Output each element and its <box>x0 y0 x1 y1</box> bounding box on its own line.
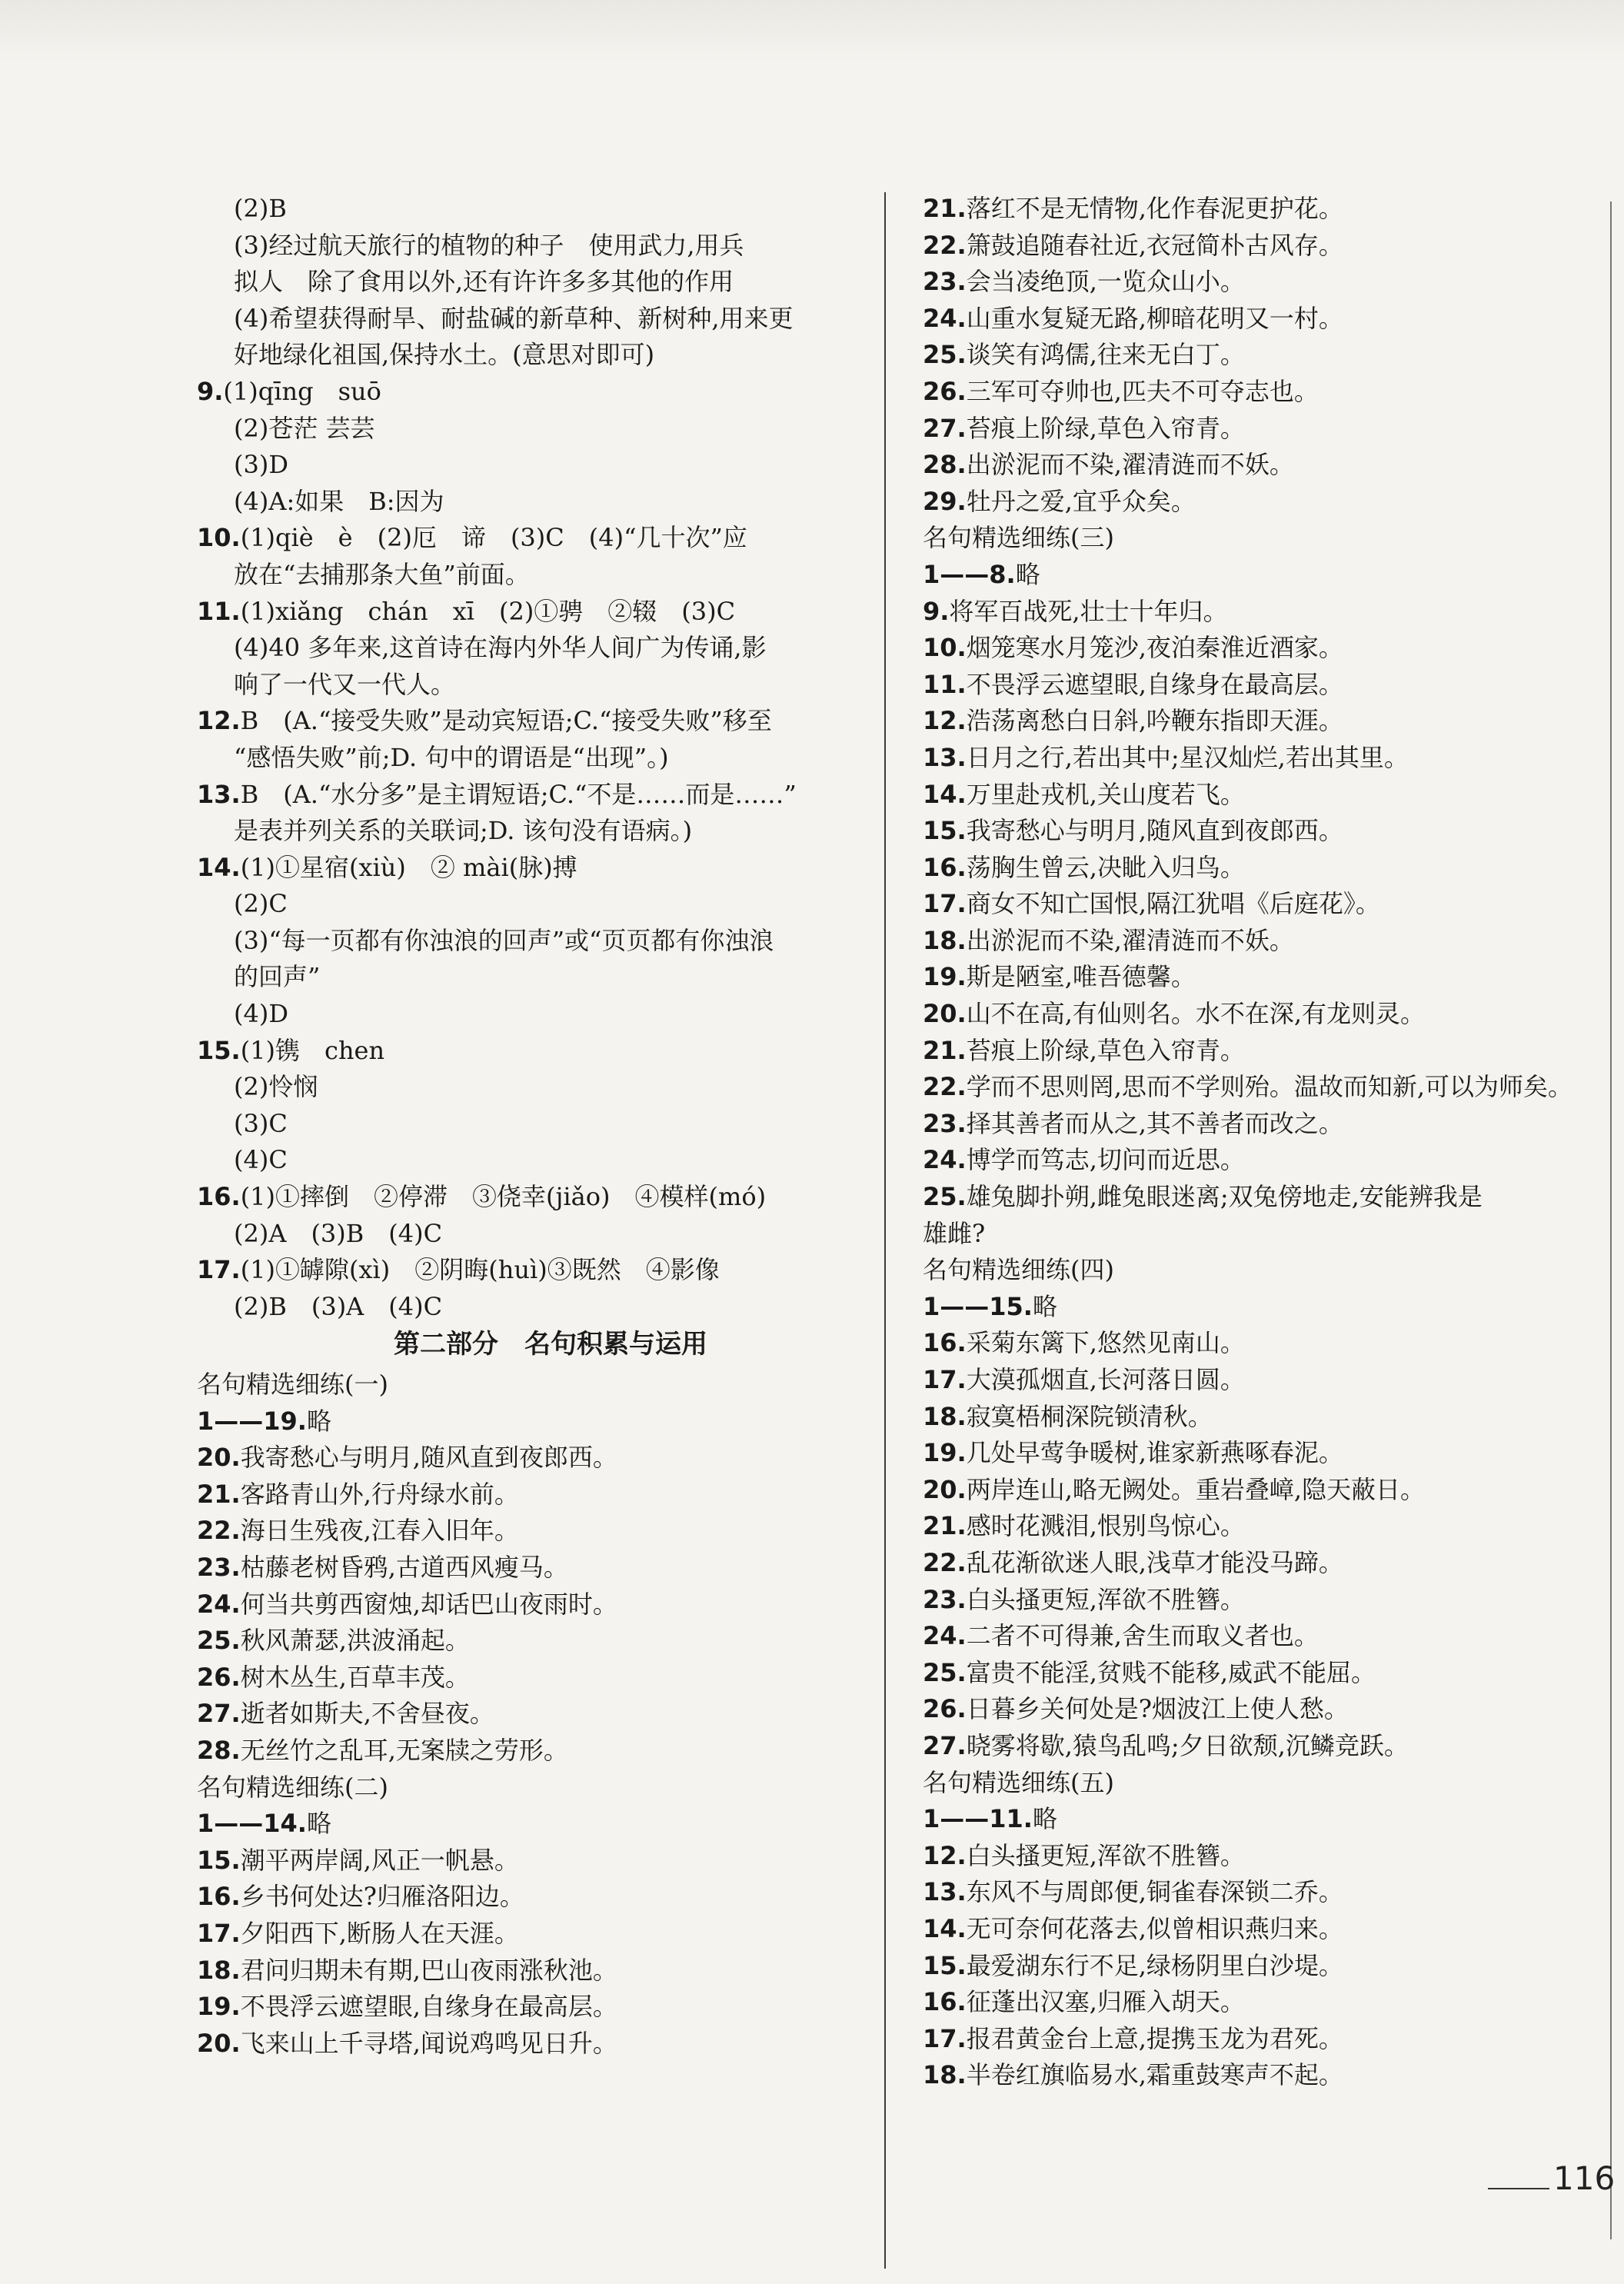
answer-text: (2)苍茫 芸芸 <box>234 413 375 443</box>
question-number: 13. <box>923 742 967 772</box>
answer-line <box>923 1874 1599 1911</box>
question-number: 22. <box>197 1516 241 1546</box>
column-divider <box>884 192 886 2269</box>
answer-line <box>197 594 874 631</box>
answer-line <box>923 1472 1599 1509</box>
answer-continuation <box>197 630 874 667</box>
question-number: 18. <box>923 1401 967 1431</box>
answer-line <box>197 1696 874 1733</box>
question-number: 28. <box>923 450 967 480</box>
question-number: 9. <box>923 596 950 626</box>
answer-text: 夕阳西下,断肠人在天涯。 <box>240 1918 519 1948</box>
question-number: 26. <box>923 376 967 406</box>
question-number: 12. <box>923 706 967 736</box>
answer-continuation <box>197 740 874 777</box>
answer-line <box>923 886 1599 923</box>
question-number: 1——19. <box>197 1406 307 1436</box>
left-column <box>197 191 874 2062</box>
answer-line <box>197 1477 874 1513</box>
answer-text: 名句精选细练(四) <box>923 1255 1114 1285</box>
answer-text: (1)qiè è (2)厄 谛 (3)C (4)“几十次”应 <box>240 523 747 553</box>
question-number: 21. <box>197 1479 241 1509</box>
answer-text: 秋风萧瑟,洪波涌起。 <box>240 1626 470 1656</box>
question-number: 27. <box>197 1699 241 1729</box>
answer-line <box>197 1179 874 1216</box>
answer-text: 无丝竹之乱耳,无案牍之劳形。 <box>240 1735 568 1765</box>
question-number: 20. <box>197 1443 241 1473</box>
question-number: 23. <box>923 267 967 297</box>
answer-text: 名句精选细练(三) <box>923 523 1114 553</box>
question-number: 12. <box>923 1840 967 1870</box>
answer-text: 略 <box>1032 1804 1057 1834</box>
answer-line <box>923 1655 1599 1692</box>
answer-line <box>923 1142 1599 1179</box>
answer-continuation <box>197 667 874 704</box>
answer-line <box>923 1984 1599 2021</box>
answer-line <box>197 520 874 557</box>
answer-text: 苔痕上阶绿,草色入帘青。 <box>966 1035 1245 1065</box>
question-number: 12. <box>197 706 241 736</box>
answer-text: (2)怜悯 <box>234 1072 318 1102</box>
question-number: 16. <box>923 1328 967 1358</box>
answer-continuation <box>197 1142 874 1179</box>
answer-text: 荡胸生曾云,决眦入归鸟。 <box>966 852 1245 882</box>
question-number: 1——11. <box>923 1804 1033 1834</box>
question-number: 14. <box>923 779 967 809</box>
answer-line <box>923 1691 1599 1728</box>
answer-text: 我寄愁心与明月,随风直到夜郎西。 <box>240 1443 617 1473</box>
question-number: 17. <box>923 1365 967 1394</box>
subsection-title <box>197 1770 874 1806</box>
answer-continuation <box>197 228 874 265</box>
question-number: 17. <box>923 2023 967 2053</box>
question-number: 14. <box>197 852 241 882</box>
answer-text: 君问归期未有期,巴山夜雨涨秋池。 <box>240 1955 617 1985</box>
answer-text: 晓雾将歇,猿鸟乱鸣;夕日欲颓,沉鳞竞跃。 <box>966 1730 1409 1760</box>
answer-line <box>923 2057 1599 2094</box>
answer-line <box>923 2021 1599 2058</box>
question-number: 22. <box>923 1072 967 1102</box>
answer-text: (2)C <box>234 889 288 919</box>
section-heading: 第二部分 名句积累与运用 <box>394 1329 707 1360</box>
answer-text: B (A.“水分多”是主谓短语;C.“不是……而是……” <box>240 779 797 809</box>
answer-line <box>923 1801 1599 1838</box>
answer-line <box>197 1843 874 1879</box>
question-number: 14. <box>923 1913 967 1943</box>
answer-text: 会当凌绝顶,一览众山小。 <box>966 267 1245 297</box>
answer-continuation <box>197 923 874 960</box>
question-number: 23. <box>923 1584 967 1614</box>
answer-line <box>197 1513 874 1550</box>
answer-line <box>197 1879 874 1916</box>
answer-line <box>923 1069 1599 1106</box>
question-number: 16. <box>197 1882 241 1912</box>
answer-line <box>923 228 1599 265</box>
question-number: 29. <box>923 486 967 516</box>
page-top-shade <box>0 0 1624 62</box>
question-number: 15. <box>197 1035 241 1065</box>
question-number: 20. <box>923 1474 967 1504</box>
right-edge-rule <box>1610 201 1612 2239</box>
answer-line <box>923 630 1599 667</box>
question-number: 27. <box>923 1730 967 1760</box>
question-number: 26. <box>923 1694 967 1724</box>
answer-line <box>923 1399 1599 1436</box>
answer-line <box>923 557 1599 594</box>
answer-text: 万里赴戎机,关山度若飞。 <box>966 779 1245 809</box>
answer-text: 报君黄金台上意,提携玉龙为君死。 <box>966 2023 1343 2053</box>
question-number: 23. <box>923 1108 967 1138</box>
answer-continuation <box>197 996 874 1033</box>
answer-line <box>923 923 1599 960</box>
question-number: 1——15. <box>923 1291 1033 1321</box>
question-number: 20. <box>923 999 967 1029</box>
question-number: 24. <box>923 303 967 333</box>
question-number: 17. <box>197 1255 241 1285</box>
question-number: 27. <box>923 413 967 443</box>
answer-text: 逝者如斯夫,不舍昼夜。 <box>240 1699 494 1729</box>
answer-text: (3)“每一页都有你浊浪的回声”或“页页都有你浊浪 <box>234 925 774 955</box>
answer-continuation <box>197 886 874 923</box>
answer-line <box>197 1550 874 1586</box>
question-number: 19. <box>197 1992 241 2022</box>
question-number: 18. <box>923 925 967 955</box>
answer-continuation <box>197 484 874 521</box>
answer-text: 箫鼓追随春社近,衣冠简朴古风存。 <box>966 230 1343 260</box>
answer-line <box>197 1989 874 2026</box>
answer-text: 采菊东篱下,悠然见南山。 <box>966 1328 1245 1358</box>
answer-line <box>197 2026 874 2063</box>
question-number: 25. <box>923 1182 967 1212</box>
answer-text: (1)qīng suō <box>223 376 381 406</box>
answer-continuation <box>197 301 874 338</box>
answer-line <box>923 1545 1599 1582</box>
answer-line <box>923 1911 1599 1948</box>
answer-text: 烟笼寒水月笼沙,夜泊秦淮近酒家。 <box>966 633 1343 663</box>
answer-line <box>197 1733 874 1770</box>
answer-line <box>923 667 1599 704</box>
answer-text: 客路青山外,行舟绿水前。 <box>240 1479 519 1509</box>
subsection-title <box>923 520 1599 557</box>
answer-text: 好地绿化祖国,保持水土。(意思对即可) <box>234 340 655 370</box>
answer-line <box>923 447 1599 484</box>
answer-text: 是表并列关系的关联词;D. 该句没有语病。) <box>234 816 693 846</box>
subsection-title <box>923 1252 1599 1289</box>
answer-line <box>197 1586 874 1623</box>
answer-continuation <box>197 557 874 594</box>
question-number: 15. <box>923 1950 967 1980</box>
answer-line <box>923 1948 1599 1985</box>
answer-line <box>197 1806 874 1843</box>
answer-line <box>923 1362 1599 1399</box>
answer-text: 名句精选细练(一) <box>197 1370 388 1399</box>
answer-text: 大漠孤烟直,长河落日圆。 <box>966 1365 1245 1394</box>
answer-text: 白头搔更短,浑欲不胜簪。 <box>966 1840 1245 1870</box>
answer-continuation <box>197 191 874 228</box>
answer-line <box>197 850 874 887</box>
answer-text: 名句精选细练(五) <box>923 1767 1114 1797</box>
answer-text: 三军可夺帅也,匹夫不可夺志也。 <box>966 376 1319 406</box>
answer-line <box>197 1033 874 1070</box>
answer-text: 雄雌? <box>923 1218 986 1248</box>
answer-line <box>923 484 1599 521</box>
answer-line <box>197 1660 874 1696</box>
answer-line <box>197 1623 874 1660</box>
answer-text: 择其善者而从之,其不善者而改之。 <box>966 1108 1343 1138</box>
answer-text: (2)B <box>234 194 287 223</box>
question-number: 10. <box>923 633 967 663</box>
question-number: 24. <box>197 1589 241 1619</box>
answer-text: 落红不是无情物,化作春泥更护花。 <box>966 194 1343 223</box>
answer-line <box>923 1435 1599 1472</box>
answer-line <box>923 959 1599 996</box>
question-number: 28. <box>197 1735 241 1765</box>
answer-text: 名句精选细练(二) <box>197 1772 388 1802</box>
answer-line <box>923 1179 1599 1216</box>
answer-line <box>923 1289 1599 1326</box>
answer-line <box>923 740 1599 777</box>
answer-line <box>923 813 1599 850</box>
answer-text: 牡丹之爱,宜乎众矣。 <box>966 486 1196 516</box>
question-number: 19. <box>923 1438 967 1468</box>
answer-line <box>923 703 1599 740</box>
answer-line <box>923 850 1599 887</box>
answer-text: 出淤泥而不染,濯清涟而不妖。 <box>966 450 1294 480</box>
answer-text: 浩荡离愁白日斜,吟鞭东指即天涯。 <box>966 706 1343 736</box>
question-number: 24. <box>923 1145 967 1175</box>
answer-continuation <box>197 1216 874 1253</box>
answer-continuation <box>197 337 874 374</box>
answer-line <box>923 374 1599 411</box>
answer-line <box>197 1916 874 1953</box>
question-number: 11. <box>197 596 241 626</box>
answer-line <box>923 191 1599 228</box>
question-number: 25. <box>923 1657 967 1687</box>
answer-line <box>923 1582 1599 1619</box>
answer-line <box>923 777 1599 814</box>
answer-text: (2)A (3)B (4)C <box>234 1218 443 1248</box>
answer-text: 不畏浮云遮望眼,自缘身在最高层。 <box>966 669 1343 699</box>
question-number: 16. <box>197 1182 241 1212</box>
answer-text: (4)希望获得耐旱、耐盐碱的新草种、新树种,用来更 <box>234 303 794 333</box>
answer-text: 我寄愁心与明月,随风直到夜郎西。 <box>966 816 1343 846</box>
answer-line <box>197 1252 874 1289</box>
answer-text: 飞来山上千寻塔,闻说鸡鸣见日升。 <box>240 2028 617 2058</box>
answer-text: 两岸连山,略无阙处。重岩叠嶂,隐天蔽日。 <box>966 1474 1426 1504</box>
question-number: 21. <box>923 1511 967 1541</box>
answer-continuation <box>197 1289 874 1326</box>
question-number: 23. <box>197 1552 241 1582</box>
answer-text: 感时花溅泪,恨别鸟惊心。 <box>966 1511 1245 1541</box>
question-number: 13. <box>923 1877 967 1907</box>
answer-text: 拟人 除了食用以外,还有许许多多其他的作用 <box>234 267 734 297</box>
question-number: 15. <box>197 1845 241 1875</box>
answer-line <box>923 1033 1599 1070</box>
answer-line <box>197 1953 874 1989</box>
question-number: 18. <box>197 1955 241 1985</box>
question-number: 16. <box>923 852 967 882</box>
answer-text: 略 <box>306 1809 331 1839</box>
subsection-title <box>197 1367 874 1403</box>
answer-text: (1)镌 chen <box>240 1035 385 1065</box>
answer-continuation <box>197 1106 874 1143</box>
answer-text: 出淤泥而不染,濯清涟而不妖。 <box>966 925 1294 955</box>
question-number: 13. <box>197 779 241 809</box>
page-number-rule <box>1488 2188 1549 2189</box>
answer-continuation <box>197 264 874 301</box>
answer-text: 日暮乡关何处是?烟波江上使人愁。 <box>966 1694 1349 1724</box>
question-number: 18. <box>923 2060 967 2090</box>
answer-text: 学而不思则罔,思而不学则殆。温故而知新,可以为师矣。 <box>966 1072 1573 1102</box>
answer-text: (4)A:如果 B:因为 <box>234 486 444 516</box>
answer-continuation <box>197 813 874 850</box>
answer-text: 不畏浮云遮望眼,自缘身在最高层。 <box>240 1992 617 2022</box>
question-number: 25. <box>197 1626 241 1656</box>
answer-text: 最爱湖东行不足,绿杨阴里白沙堤。 <box>966 1950 1343 1980</box>
answer-text: 谈笑有鸿儒,往来无白丁。 <box>966 340 1245 370</box>
answer-text: 乡书何处达?归雁洛阳边。 <box>240 1882 524 1912</box>
answer-text: 响了一代又一代人。 <box>234 669 456 699</box>
answer-line <box>197 1440 874 1477</box>
answer-text: 略 <box>1015 559 1040 589</box>
answer-text: (1)①罅隙(xì) ②阴晦(huì)③既然 ④影像 <box>240 1255 720 1285</box>
question-number: 26. <box>197 1662 241 1692</box>
answer-text: 潮平两岸阔,风正一帆悬。 <box>240 1845 519 1875</box>
answer-text: 富贵不能淫,贫贱不能移,威武不能屈。 <box>966 1657 1376 1687</box>
answer-line <box>923 337 1599 374</box>
answer-line <box>923 301 1599 338</box>
answer-text: 寂寞梧桐深院锁清秋。 <box>966 1401 1213 1431</box>
question-number: 9. <box>197 376 224 406</box>
answer-line <box>923 1838 1599 1875</box>
answer-text: (3)经过航天旅行的植物的种子 使用武力,用兵 <box>234 230 744 260</box>
question-number: 1——14. <box>197 1809 307 1839</box>
question-number: 19. <box>923 962 967 992</box>
answer-text: B (A.“接受失败”是动宾短语;C.“接受失败”移至 <box>240 706 772 736</box>
answer-line <box>923 996 1599 1033</box>
subsection-title <box>923 1216 1599 1253</box>
answer-line <box>923 264 1599 301</box>
question-number: 17. <box>197 1918 241 1948</box>
answer-text: “感悟失败”前;D. 句中的谓语是“出现”。) <box>234 742 669 772</box>
answer-line <box>923 1618 1599 1655</box>
question-number: 24. <box>923 1621 967 1651</box>
answer-continuation <box>197 447 874 484</box>
answer-text: (2)B (3)A (4)C <box>234 1291 443 1321</box>
answer-line <box>197 703 874 740</box>
answer-line <box>197 1403 874 1440</box>
answer-text: 枯藤老树昏鸦,古道西风瘦马。 <box>240 1552 568 1582</box>
answer-line <box>923 594 1599 631</box>
answer-text: 二者不可得兼,舍生而取义者也。 <box>966 1621 1319 1651</box>
question-number: 10. <box>197 523 241 553</box>
answer-text: 白头搔更短,浑欲不胜簪。 <box>966 1584 1245 1614</box>
page-number: 116 <box>1553 2159 1616 2197</box>
answer-text: 商女不知亡国恨,隔江犹唱《后庭花》。 <box>966 889 1380 919</box>
question-number: 16. <box>923 1987 967 2017</box>
subsection-title <box>923 1765 1599 1802</box>
answer-text: 放在“去捕那条大鱼”前面。 <box>234 559 530 589</box>
answer-text: 斯是陋室,唯吾德馨。 <box>966 962 1196 992</box>
answer-text: 乱花渐欲迷人眼,浅草才能没马蹄。 <box>966 1547 1343 1577</box>
question-number: 21. <box>923 1035 967 1065</box>
answer-text: 无可奈何花落去,似曾相识燕归来。 <box>966 1913 1343 1943</box>
answer-continuation <box>197 959 874 996</box>
answer-text: 山不在高,有仙则名。水不在深,有龙则灵。 <box>966 999 1426 1029</box>
answer-line <box>923 411 1599 448</box>
answer-line <box>923 1508 1599 1545</box>
answer-continuation <box>197 411 874 448</box>
answer-text: 苔痕上阶绿,草色入帘青。 <box>966 413 1245 443</box>
answer-text: 树木丛生,百草丰茂。 <box>240 1662 470 1692</box>
answer-text: (3)C <box>234 1108 288 1138</box>
question-number: 11. <box>923 669 967 699</box>
answer-text: (4)40 多年来,这首诗在海内外华人间广为传诵,影 <box>234 633 767 663</box>
question-number: 22. <box>923 230 967 260</box>
question-number: 15. <box>923 816 967 846</box>
question-number: 22. <box>923 1547 967 1577</box>
answer-line <box>197 777 874 814</box>
question-number: 1——8. <box>923 559 1016 589</box>
answer-text: 略 <box>306 1406 331 1436</box>
answer-text: 半卷红旗临易水,霜重鼓寒声不起。 <box>966 2060 1343 2090</box>
answer-line <box>923 1106 1599 1143</box>
answer-text: 将军百战死,壮士十年归。 <box>949 596 1228 626</box>
answer-text: (4)C <box>234 1145 288 1175</box>
answer-text: 东风不与周郎便,铜雀春深锁二乔。 <box>966 1877 1343 1907</box>
answer-text: (1)①星宿(xiù) ② mài(脉)搏 <box>240 852 577 882</box>
question-number: 17. <box>923 889 967 919</box>
answer-line <box>197 374 874 411</box>
answer-text: (4)D <box>234 999 288 1029</box>
answer-text: 几处早莺争暖树,谁家新燕啄春泥。 <box>966 1438 1343 1468</box>
answer-line <box>923 1325 1599 1362</box>
right-column <box>923 191 1599 2094</box>
answer-text: 征蓬出汉塞,归雁入胡天。 <box>966 1987 1245 2017</box>
answer-text: (3)D <box>234 450 288 480</box>
answer-text: (1)xiǎng chán xī (2)①骋 ②辍 (3)C <box>240 596 736 626</box>
answer-text: (1)①摔倒 ②停滞 ③侥幸(jiǎo) ④模样(mó) <box>240 1182 767 1212</box>
answer-continuation <box>197 1069 874 1106</box>
answer-text: 博学而笃志,切问而近思。 <box>966 1145 1245 1175</box>
answer-text: 略 <box>1032 1291 1057 1321</box>
question-number: 25. <box>923 340 967 370</box>
answer-text: 山重水复疑无路,柳暗花明又一村。 <box>966 303 1343 333</box>
answer-text: 海日生残夜,江春入旧年。 <box>240 1516 519 1546</box>
question-number: 21. <box>923 194 967 223</box>
answer-text: 的回声” <box>234 962 321 992</box>
answer-text: 日月之行,若出其中;星汉灿烂,若出其里。 <box>966 742 1409 772</box>
question-number: 20. <box>197 2028 241 2058</box>
answer-text: 何当共剪西窗烛,却话巴山夜雨时。 <box>240 1589 617 1619</box>
answer-text: 雄兔脚扑朔,雌兔眼迷离;双兔傍地走,安能辨我是 <box>966 1182 1483 1212</box>
answer-line <box>923 1728 1599 1765</box>
